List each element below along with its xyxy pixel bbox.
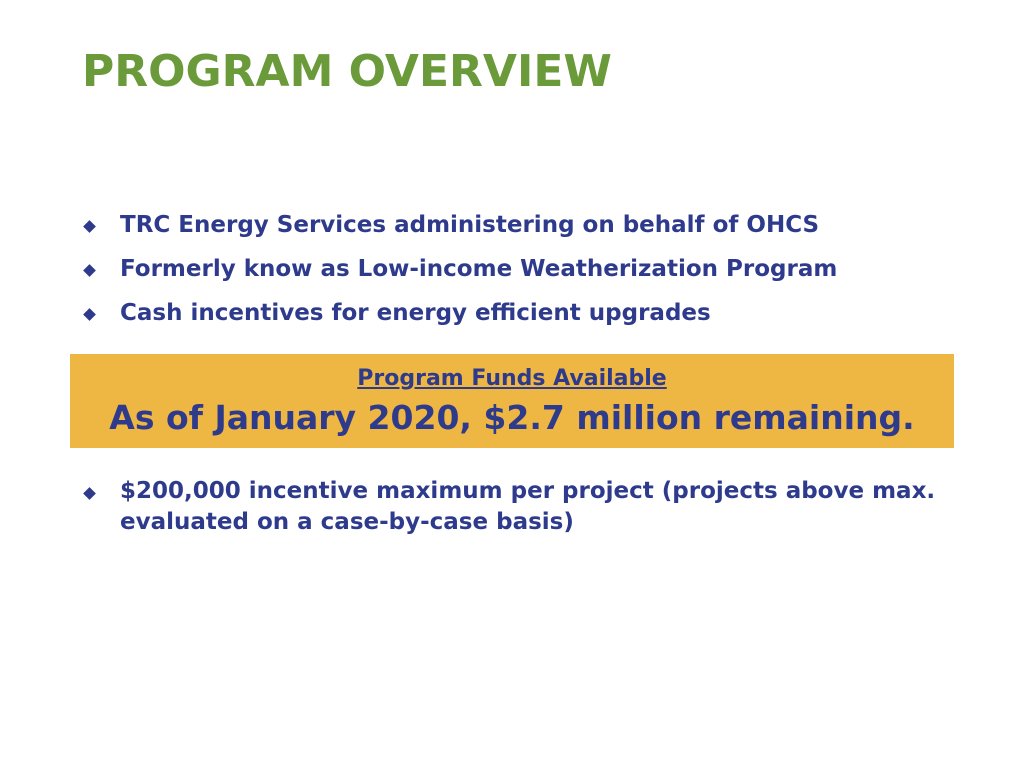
list-item xyxy=(82,250,962,294)
list-item xyxy=(82,294,962,338)
bullet-text: Formerly know as Low-income Weatherization Program xyxy=(120,256,838,282)
page-title: PROGRAM OVERVIEW xyxy=(82,46,612,97)
bullet-text: Cash incentives for energy efficient upgrades xyxy=(120,300,711,326)
funds-highlight-band xyxy=(70,354,954,448)
diamond-icon xyxy=(83,264,96,277)
diamond-icon xyxy=(83,308,96,321)
bullet-list xyxy=(82,206,962,338)
bullet-text: $200,000 incentive maximum per project (projects above max. evaluated on a case-by-case basis) xyxy=(120,478,936,535)
diamond-icon xyxy=(83,220,96,233)
bullet-text: TRC Energy Services administering on behalf of OHCS xyxy=(120,212,820,238)
list-item xyxy=(82,476,962,538)
funds-heading: Program Funds Available xyxy=(357,366,667,391)
diamond-icon xyxy=(83,487,96,500)
list-item xyxy=(82,206,962,250)
funds-amount: As of January 2020, $2.7 million remaining. xyxy=(109,398,915,437)
lower-bullet-list xyxy=(82,476,962,538)
